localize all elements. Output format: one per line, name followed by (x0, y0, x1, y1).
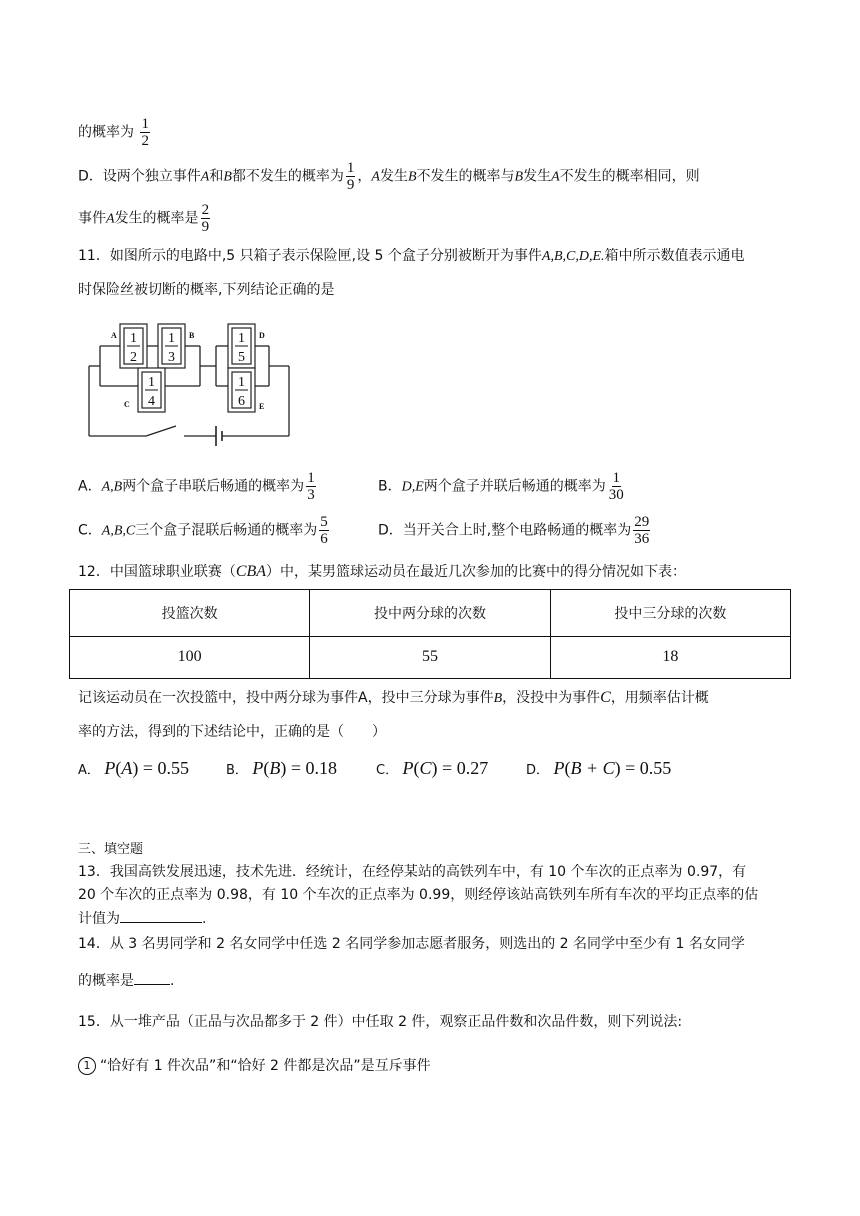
box-c-num: 1 (148, 375, 155, 390)
table-header: 投中两分球的次数 (310, 590, 550, 637)
fraction: $\frac{1}{3}$ (307, 470, 315, 503)
q13-line1: 13．我国高铁发展迅速，技术先进．经统计，在经停某站的高铁列车中，有 10 个车次的正点率为 0.97，有 (78, 864, 747, 880)
q12-option-d: D． P(B + C) = 0.55 (526, 758, 672, 778)
q11-option-d: D．当开关合上时,整个电路畅通的概率为 $\frac{29}{36}$ (378, 514, 650, 547)
box-e-den: 6 (238, 394, 245, 409)
section-title: 三、填空题 (78, 842, 144, 857)
label-a: A (111, 331, 117, 340)
answer-blank[interactable] (120, 908, 202, 923)
box-a-den: 2 (130, 350, 137, 365)
answer-blank[interactable] (134, 970, 170, 985)
q10-option-d-cont: 事件A发生的概率是 $\frac{2}{9}$ (78, 202, 210, 235)
table-cell: 100 (70, 636, 310, 678)
table-cell: 18 (550, 636, 790, 678)
box-d-den: 5 (238, 350, 245, 365)
q13-line3: 计值为 . (78, 908, 206, 929)
fraction: $\frac{1}{30}$ (608, 470, 624, 503)
box-c-den: 4 (148, 394, 155, 409)
q15-line1: 15．从一堆产品（正品与次品都多于 2 件）中任取 2 件，观察正品件数和次品件数，则下列说法: (78, 1014, 683, 1030)
q13-line2: 20 个车次的正点率为 0.98，有 10 个车次的正点率为 0.99，则经停该站高铁列车所有车次的平均正点率的估 (78, 887, 759, 903)
q12-option-a: A． P(A) = 0.55 (78, 758, 190, 778)
box-e-num: 1 (238, 375, 245, 390)
prev-question-tail: 的概率为 $\frac{1}{2}$ (78, 116, 149, 149)
fraction: $\frac{1}{2}$ (141, 116, 149, 149)
label-c: C (124, 400, 130, 409)
q11-stem-line1: 11．如图所示的电路中,5 只箱子表示保险匣,设 5 个盒子分别被断开为事件A,B,C,D,E.箱中所示数值表示通电 (78, 248, 745, 264)
q12-option-b: B． P(B) = 0.18 (226, 758, 338, 778)
box-b-den: 3 (168, 350, 175, 365)
q10-option-d: D．设两个独立事件A和B都不发生的概率为 $\frac{1}{9}$ ，A发生B不发生的概率与B发生A不发生的概率相同，则 (78, 160, 700, 193)
q11-option-c: C．A,B,C三个盒子混联后畅通的概率为 $\frac{5}{6}$ (78, 514, 328, 547)
circuit-diagram (84, 318, 299, 446)
fraction: $\frac{5}{6}$ (320, 514, 328, 547)
q11-option-b: B．D,E两个盒子并联后畅通的概率为 $\frac{1}{30}$ (378, 470, 624, 503)
q11-stem-line2: 时保险丝被切断的概率,下列结论正确的是 (78, 282, 335, 298)
q12-after-line1: 记该运动员在一次投篮中，投中两分球为事件A，投中三分球为事件B，没投中为事件C，用频率估计概 (78, 689, 709, 706)
fraction: $\frac{1}{9}$ (346, 160, 355, 193)
q14-line2: 的概率是 . (78, 970, 174, 991)
circled-number: 1 (78, 1057, 96, 1075)
fraction: $\frac{2}{9}$ (201, 202, 210, 235)
score-table (69, 589, 791, 679)
fraction: $\frac{29}{36}$ (634, 514, 650, 547)
q15-item1: 1 “恰好有 1 件次品”和“恰好 2 件都是次品”是互斥事件 (78, 1056, 431, 1076)
box-a-num: 1 (130, 331, 137, 346)
q11-option-a: A．A,B两个盒子串联后畅通的概率为 $\frac{1}{3}$ (78, 470, 315, 503)
label-d: D (259, 331, 265, 340)
q12-option-c: C． P(C) = 0.27 (376, 758, 489, 778)
table-header: 投篮次数 (70, 590, 310, 637)
box-b-num: 1 (168, 331, 175, 346)
table-cell: 55 (310, 636, 550, 678)
label-e: E (259, 402, 265, 411)
table-header: 投中三分球的次数 (550, 590, 790, 637)
q14-line1: 14．从 3 名男同学和 2 名女同学中任选 2 名同学参加志愿者服务，则选出的 2 名同学中至少有 1 名女同学 (78, 936, 745, 952)
q12-stem: 12．中国篮球职业联赛（CBA）中，某男篮球运动员在最近几次参加的比赛中的得分情况如下表： (78, 563, 687, 580)
q12-after-line2: 率的方法，得到的下述结论中，正确的是（ ） (78, 724, 386, 740)
label-b: B (189, 331, 195, 340)
box-d-num: 1 (238, 331, 245, 346)
